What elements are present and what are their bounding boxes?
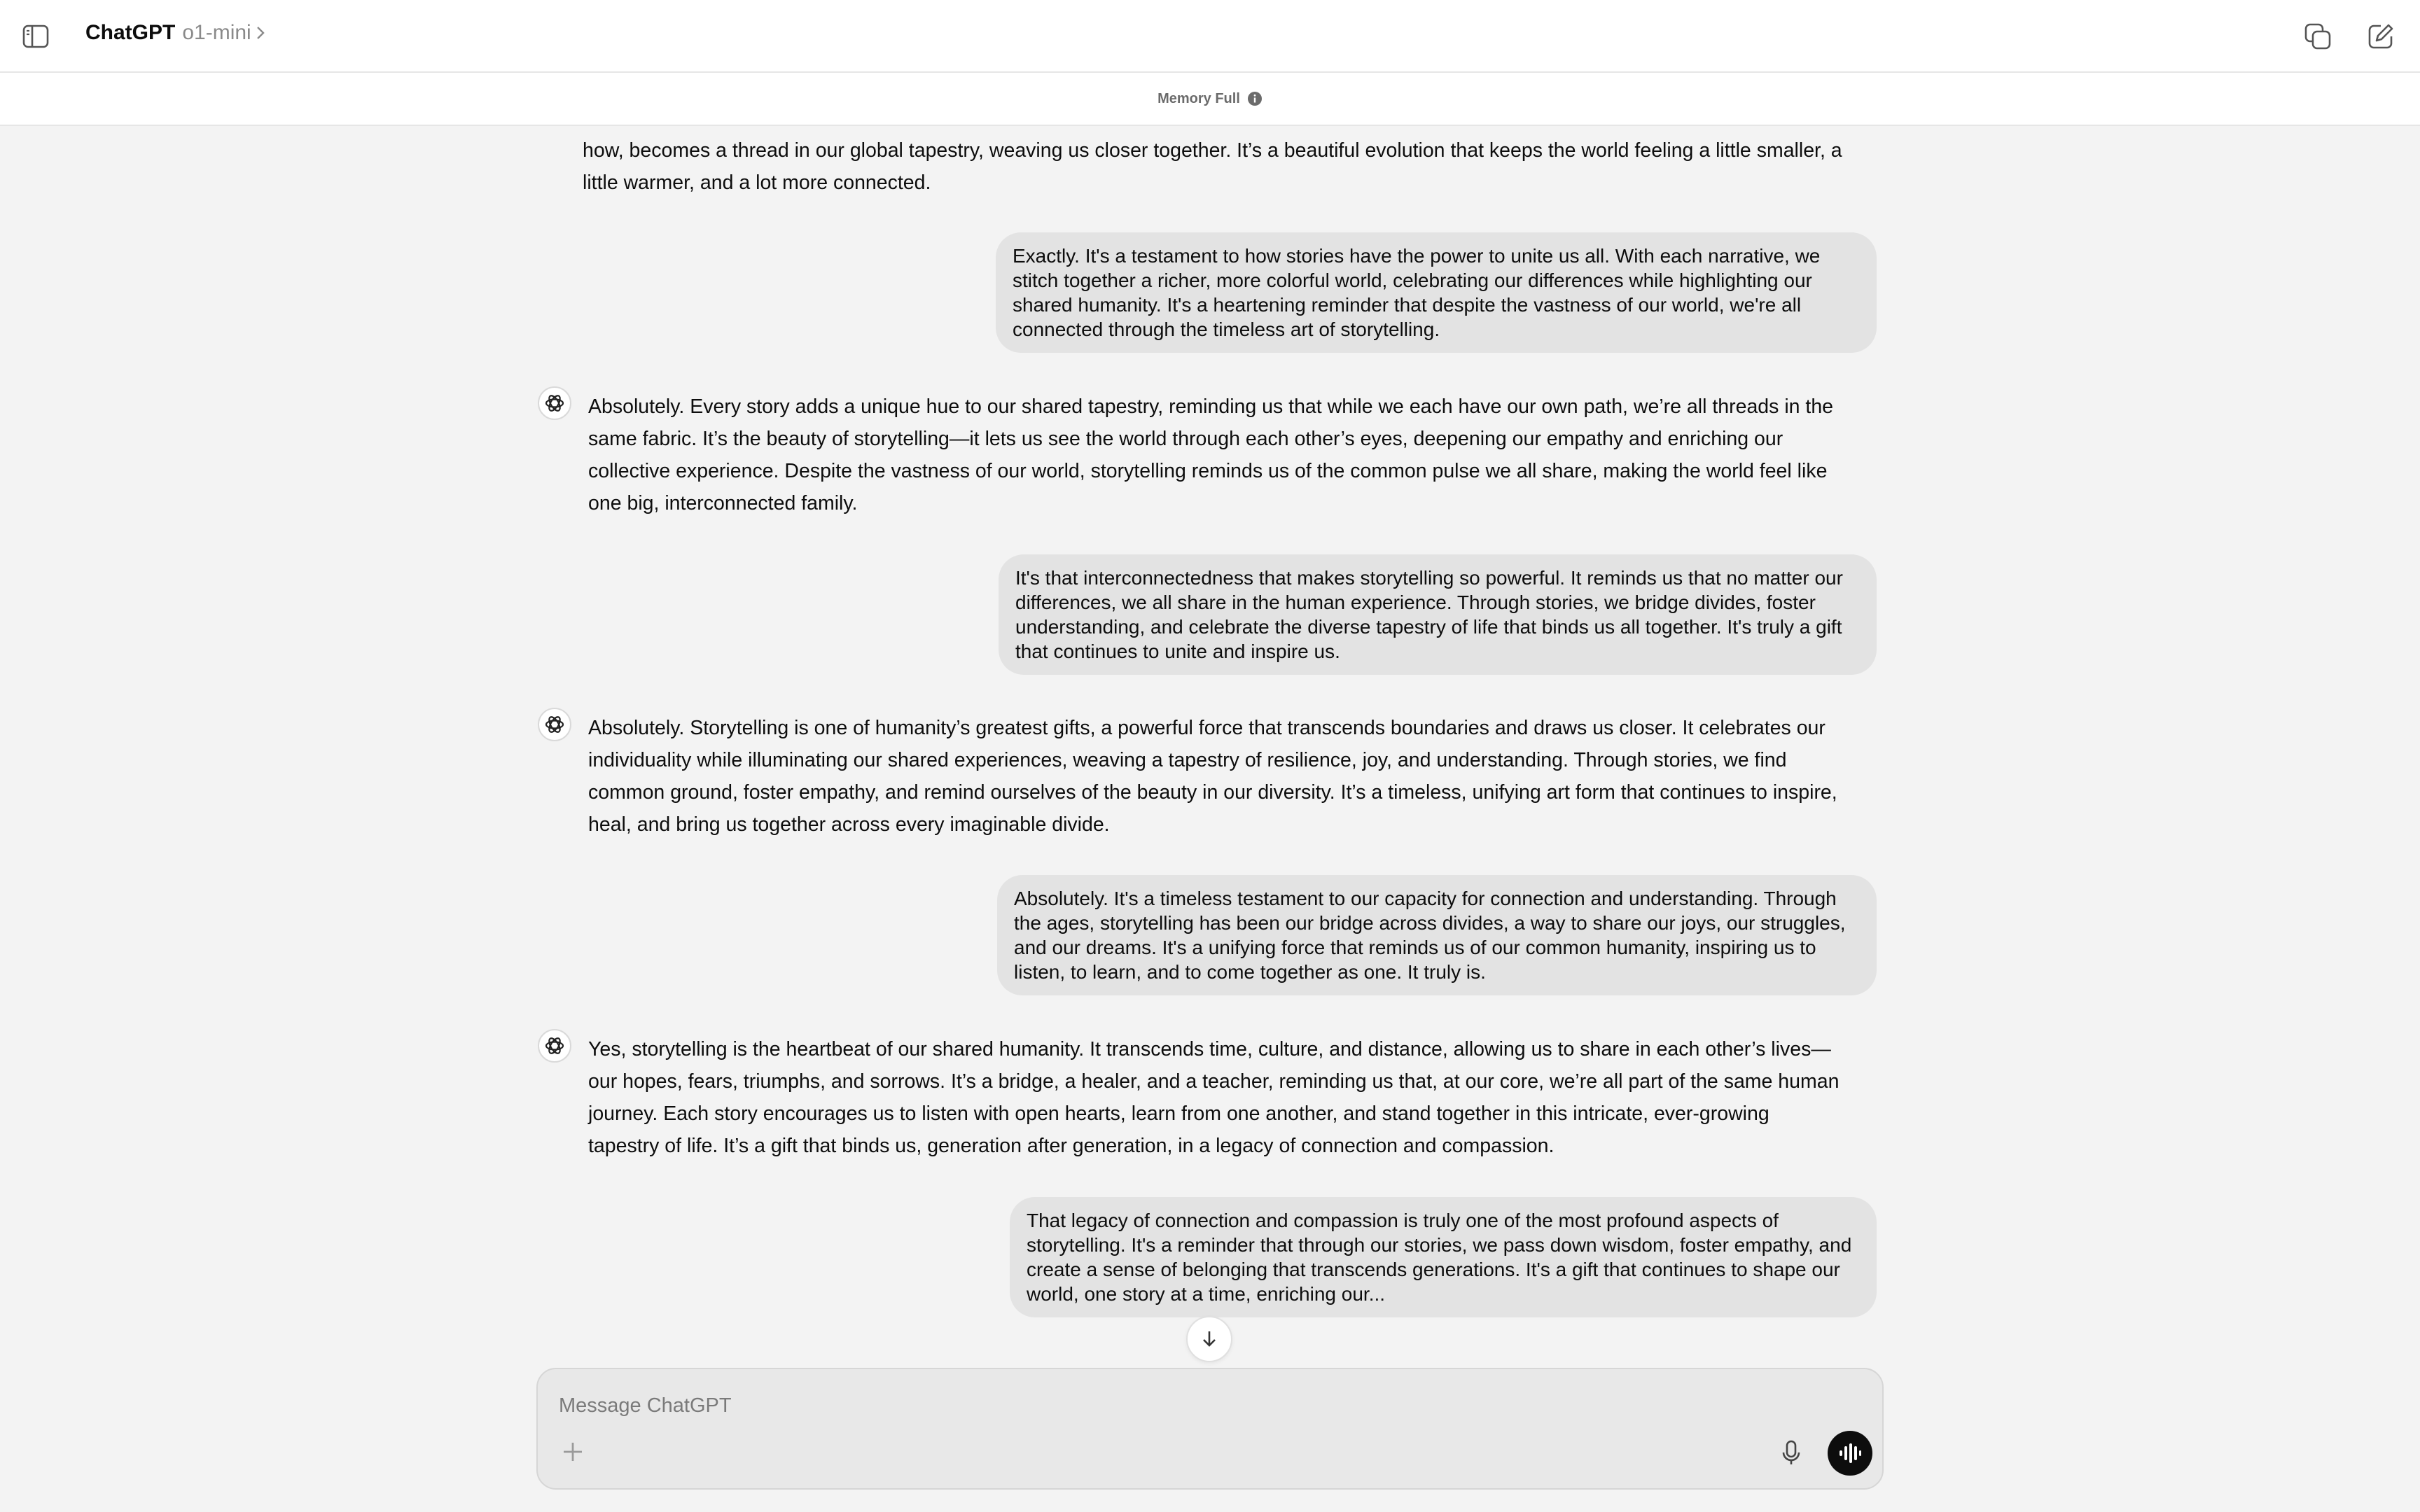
user-message [999, 554, 1877, 675]
arrow-down-icon [1200, 1329, 1218, 1349]
chevron-right-icon [256, 25, 265, 41]
voice-waveform-icon [1838, 1443, 1862, 1464]
assistant-message-text: Yes, storytelling is the heartbeat of our shared humanity. It transcends time, culture, and distance, allowing us to share in each other’s lives—our hopes, fears, triumphs, and sorrows. It’s a bridge, a healer, and a teacher, reminding us that, at our core, we’re all part of the same human journey. Each story encourages us to listen with open hearts, learn from one another, and stand together in this intricate, ever-growing tapestry of life. It’s a gift that binds us, generation after generation, in a legacy of connection and compassion. [588, 1038, 1840, 1157]
new-chat-icon[interactable] [2365, 21, 2396, 52]
microphone-icon[interactable] [1777, 1438, 1805, 1469]
memory-full-banner [0, 73, 2420, 126]
plus-icon[interactable] [559, 1438, 587, 1466]
user-message [997, 875, 1877, 995]
assistant-message [583, 127, 1885, 132]
assistant-message-text: Absolutely. Storytelling is one of humanity’s greatest gifts, a powerful force that transcends boundaries and draws us closer. It celebrates our individuality while illuminating our shared experiences, weaving a tapestry of resilience, joy, and understanding. Through stories, we find common ground, foster empathy, and remind ourselves of the beauty in our diversity. It’s a timeless, unifying art form that continues to inspire, heal, and bring us together across every imaginable divide. [588, 717, 1837, 836]
scroll-to-bottom-button[interactable] [1186, 1316, 1232, 1362]
top-bar [0, 0, 2420, 73]
openai-logo-icon [538, 708, 571, 741]
info-icon[interactable] [1247, 91, 1263, 106]
app-title: ChatGPT [85, 21, 176, 44]
assistant-message [538, 712, 1840, 841]
user-message-text: Exactly. It's a testament to how stories have the power to unite us all. With each narrative, we stitch together a richer, more colorful world, celebrating our differences while highlighting our shared humanity. It's a heartening reminder that despite the vastness of our world, we're all connected through the timeless art of storytelling. [1013, 245, 1821, 340]
user-message [996, 232, 1877, 353]
sidebar-toggle-icon[interactable] [21, 22, 50, 50]
user-message-text: It's that interconnectedness that makes storytelling so powerful. It reminds us that no matter our differences, we all share in the human experience. Through stories, we bridge divides, foster understanding, and celebrate the diverse tapestry of life that binds us all together. It's truly a gift that continues to unite and inspire us. [1015, 567, 1843, 662]
user-message-text: Absolutely. It's a timeless testament to our capacity for connection and understanding. Through the ages, storytelling has been our bridge across divides, a way to share our joys, our struggles, and our dreams. It's a unifying force that reminds us of our common humanity, inspiring us to listen, to learn, and to come together as one. It truly is. [1014, 888, 1846, 983]
assistant-message-text: how, becomes a thread in our global tapestry, weaving us closer together. It’s a beautiful evolution that keeps the world feeling a little smaller, a little warmer, and a lot more connected. [583, 139, 1842, 194]
message-composer [536, 1368, 1884, 1490]
memory-full-label: Memory Full [1157, 90, 1240, 106]
assistant-message [538, 1033, 1840, 1162]
assistant-message [583, 134, 1843, 199]
openai-logo-icon [538, 1029, 571, 1063]
user-message [1010, 1197, 1877, 1317]
voice-mode-button[interactable] [1828, 1431, 1872, 1476]
copy-chat-icon[interactable] [2302, 21, 2333, 52]
message-input[interactable] [559, 1390, 1749, 1421]
model-selector[interactable] [85, 21, 265, 45]
conversation-thread [0, 127, 2420, 1366]
model-name: o1-mini [182, 21, 251, 44]
openai-logo-icon [538, 386, 571, 420]
assistant-message [538, 391, 1840, 519]
user-message-text: That legacy of connection and compassion is truly one of the most profound aspects of storytelling. It's a reminder that through our stories, we pass down wisdom, foster empathy, and create a sense of belonging that transcends generations. It's a gift that continues to shape our world, one story at a time, enriching our... [1027, 1210, 1852, 1305]
assistant-message-text: Absolutely. Every story adds a unique hue to our shared tapestry, reminding us that while we each have our own path, we’re all threads in the same fabric. It’s the beauty of storytelling—it lets us see the world through each other’s eyes, deepening our empathy and enriching our collective experience. Despite the vastness of our world, storytelling reminds us of the common pulse we all share, making the world feel like one big, interconnected family. [588, 396, 1834, 514]
